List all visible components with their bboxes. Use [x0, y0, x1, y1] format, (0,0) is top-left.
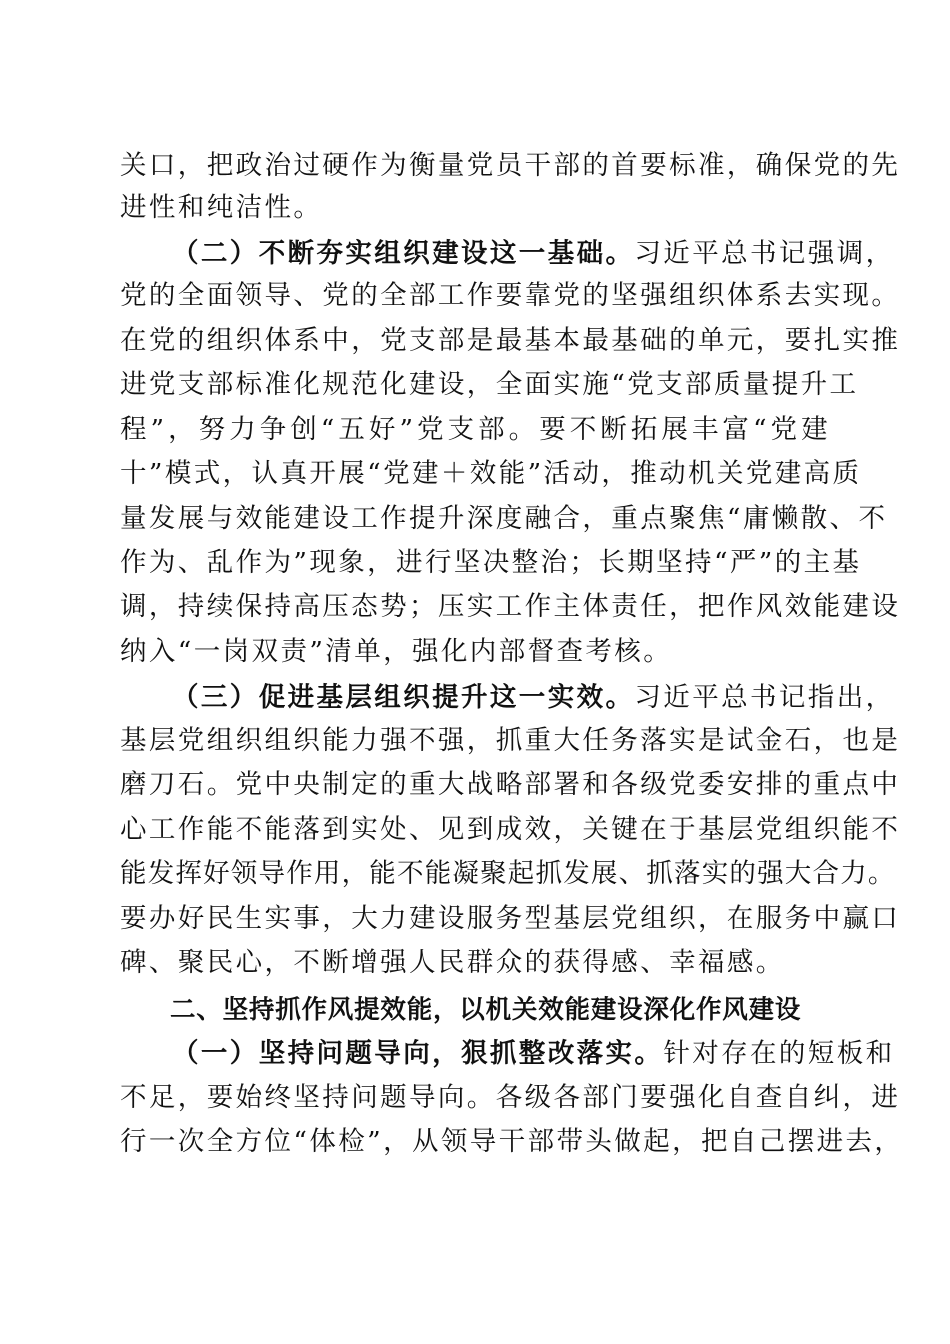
body-text-line: 调，持续保持高压态势；压实工作主体责任，把作风效能建设 — [120, 591, 901, 622]
body-text-line: 在党的组织体系中，党支部是最基本最基础的单元，要扎实推 — [120, 325, 901, 356]
body-text-line: 纳入“一岗双责”清单，强化内部督查考核。 — [120, 636, 673, 667]
subsection-title: （一）坚持问题导向，狠抓整改落实。 — [172, 1038, 664, 1069]
body-text-line: 要办好民生实事，大力建设服务型基层党组织，在服务中赢口 — [120, 903, 901, 934]
body-text-line: 进性和纯洁性。 — [120, 192, 323, 223]
section-paragraph-start: （一）坚持问题导向，狠抓整改落实。针对存在的短板和 — [172, 1038, 895, 1069]
body-text-line: 作为、乱作为”现象，进行坚决整治；长期坚持“严”的主基 — [120, 547, 862, 578]
subsection-title: （三）促进基层组织提升这一实效。 — [172, 682, 635, 713]
body-text-line: 十”模式，认真开展“党建＋效能”活动，推动机关党建高质 — [120, 458, 862, 489]
body-text-line: 程”，努力争创“五好”党支部。要不断拓展丰富“党建 — [120, 414, 830, 445]
body-text-line: 心工作能不能落到实处、见到成效，关键在于基层党组织能不 — [120, 814, 901, 845]
body-text-line: 不足，要始终坚持问题导向。各级各部门要强化自查自纠，进 — [120, 1082, 901, 1113]
body-text-line: 行一次全方位“体检”，从领导干部带头做起，把自己摆进去， — [120, 1126, 904, 1157]
section-paragraph-start: （二）不断夯实组织建设这一基础。习近平总书记强调， — [172, 238, 895, 269]
body-text-line: 磨刀石。党中央制定的重大战略部署和各级党委安排的重点中 — [120, 769, 901, 800]
body-text-line: 能发挥好领导作用，能不能凝聚起抓发展、抓落实的强大合力。 — [120, 858, 896, 889]
body-text-line: 量发展与效能建设工作提升深度融合，重点聚焦“庸懒散、不 — [120, 503, 888, 534]
subsection-title: （二）不断夯实组织建设这一基础。 — [172, 238, 635, 269]
body-text-line: 进党支部标准化规范化建设，全面实施“党支部质量提升工 — [120, 369, 859, 400]
section-heading: 二、坚持抓作风提效能，以机关效能建设深化作风建设 — [170, 995, 802, 1025]
body-text-line: 碑、聚民心，不断增强人民群众的获得感、幸福感。 — [120, 947, 785, 978]
section-paragraph-start: （三）促进基层组织提升这一实效。习近平总书记指出， — [172, 682, 895, 713]
body-text-line: 党的全面领导、党的全部工作要靠党的坚强组织体系去实现。 — [120, 280, 901, 311]
body-text-line: 关口，把政治过硬作为衡量党员干部的首要标准，确保党的先 — [120, 150, 901, 181]
body-text-line: 基层党组织组织能力强不强，抓重大任务落实是试金石，也是 — [120, 725, 901, 756]
